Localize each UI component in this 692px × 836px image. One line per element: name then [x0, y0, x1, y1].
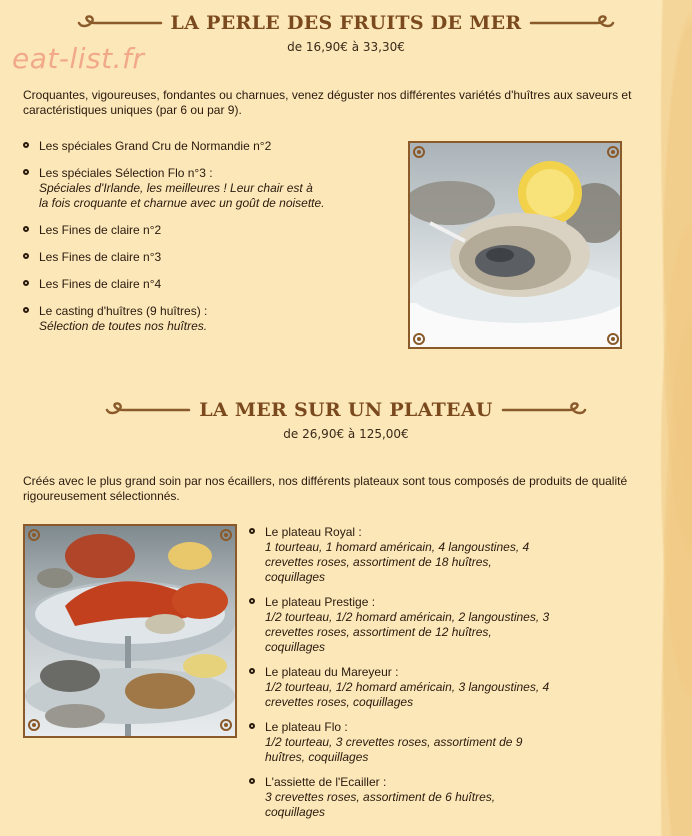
- corner-ornament-icon: [412, 332, 426, 346]
- item-label: Les Fines de claire n°2: [39, 223, 162, 237]
- list-item: [23, 250, 393, 265]
- right-flourish-icon: [529, 15, 615, 31]
- section2-header: [0, 399, 692, 421]
- left-flourish-icon: [105, 402, 191, 418]
- corner-ornament-icon: [606, 332, 620, 346]
- section1-title: LA PERLE DES FRUITS DE MER: [170, 12, 522, 34]
- bullet-icon: [23, 280, 29, 286]
- item-description: Sélection de toutes nos huîtres.: [39, 319, 208, 333]
- list-item: [249, 595, 629, 655]
- section2-price: de 26,90€ à 125,00€: [283, 427, 409, 441]
- section1-intro: Croquantes, vigoureuses, fondantes ou charnues, venez déguster nos différentes variétés d'huîtres aux saveurs et caractéristiques uniques (par 6 ou par 9).: [23, 88, 632, 117]
- bullet-icon: [249, 668, 255, 674]
- item-description: 1/2 tourteau, 1/2 homard américain, 3 langoustines, 4: [265, 680, 550, 694]
- bullet-icon: [23, 226, 29, 232]
- list-item: [249, 775, 629, 820]
- corner-ornament-icon: [219, 528, 233, 542]
- item-label: Le plateau Flo :: [265, 720, 348, 734]
- item-label: Les spéciales Grand Cru de Normandie n°2: [39, 139, 272, 153]
- bullet-icon: [23, 169, 29, 175]
- item-description: 1/2 tourteau, 1/2 homard américain, 2 langoustines, 3: [265, 610, 550, 624]
- corner-ornament-icon: [27, 718, 41, 732]
- item-description: 1/2 tourteau, 3 crevettes roses, assortiment de 9: [265, 735, 523, 749]
- item-label: Les spéciales Sélection Flo n°3 :: [39, 166, 213, 180]
- seafood-platter-photo: [23, 524, 237, 738]
- list-item: [23, 277, 393, 292]
- list-item: [249, 525, 629, 585]
- item-description: crevettes roses, assortiment de 12 huîtres,: [265, 625, 492, 639]
- list-item: [23, 166, 393, 211]
- item-description: crevettes roses, assortiment de 18 huîtres,: [265, 555, 492, 569]
- oyster-photo: [408, 141, 622, 349]
- corner-ornament-icon: [412, 145, 426, 159]
- right-flourish-icon: [501, 402, 587, 418]
- list-item: [23, 139, 393, 154]
- item-label: Les Fines de claire n°4: [39, 277, 162, 291]
- item-label: Le casting d'huîtres (9 huîtres) :: [39, 304, 208, 318]
- list-item: [249, 665, 629, 710]
- watermark: eat-list.fr: [12, 42, 145, 75]
- platter-menu-list: [249, 525, 629, 830]
- list-item: [23, 304, 393, 334]
- bullet-icon: [249, 598, 255, 604]
- bullet-icon: [249, 778, 255, 784]
- bullet-icon: [23, 253, 29, 259]
- bullet-icon: [23, 307, 29, 313]
- left-flourish-icon: [77, 15, 163, 31]
- list-item: [249, 720, 629, 765]
- oyster-plate-image: [410, 143, 620, 347]
- item-label: Les Fines de claire n°3: [39, 250, 162, 264]
- bullet-icon: [249, 723, 255, 729]
- bullet-icon: [249, 528, 255, 534]
- item-description: crevettes roses, coquillages: [265, 695, 414, 709]
- seafood-platter-image: [25, 526, 235, 736]
- item-label: Le plateau du Mareyeur :: [265, 665, 399, 679]
- item-description: coquillages: [265, 640, 326, 654]
- item-description: coquillages: [265, 570, 326, 584]
- item-description: Spéciales d'Irlande, les meilleures ! Leur chair est à: [39, 181, 313, 195]
- corner-ornament-icon: [606, 145, 620, 159]
- item-description: la fois croquante et charnue avec un goût de noisette.: [39, 196, 325, 210]
- list-item: [23, 223, 393, 238]
- section1-price: de 16,90€ à 33,30€: [287, 40, 405, 54]
- section1-header: [0, 12, 692, 34]
- item-description: 1 tourteau, 1 homard américain, 4 langoustines, 4: [265, 540, 530, 554]
- section2-intro: Créés avec le plus grand soin par nos écaillers, nos différents plateaux sont tous composés de produits de qualité rigoureusement sélectionnés.: [23, 474, 628, 503]
- bullet-icon: [23, 142, 29, 148]
- item-description: coquillages: [265, 805, 326, 819]
- corner-ornament-icon: [219, 718, 233, 732]
- item-description: 3 crevettes roses, assortiment de 6 huîtres,: [265, 790, 496, 804]
- oyster-menu-list: [23, 139, 393, 346]
- item-label: Le plateau Royal :: [265, 525, 362, 539]
- corner-ornament-icon: [27, 528, 41, 542]
- section2-title: LA MER SUR UN PLATEAU: [199, 399, 493, 421]
- item-description: huîtres, coquillages: [265, 750, 369, 764]
- item-label: L'assiette de l'Ecailler :: [265, 775, 387, 789]
- item-label: Le plateau Prestige :: [265, 595, 376, 609]
